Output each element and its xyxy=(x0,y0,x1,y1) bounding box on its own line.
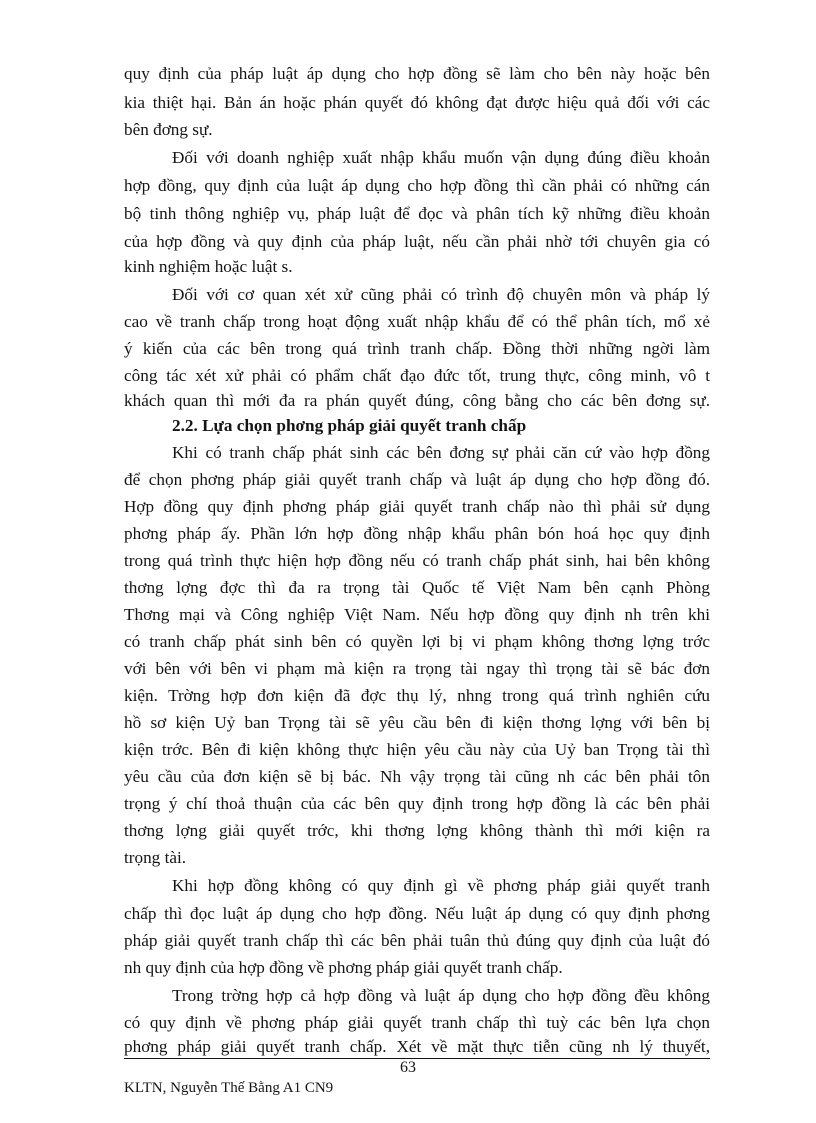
text-line: kinh nghiệm hoặc luật s. xyxy=(124,257,293,276)
text-line: nh quy định của hợp đồng về phơng pháp giải quyết tranh chấp. xyxy=(124,958,563,977)
text-line: cao về tranh chấp trong hoạt động xuất nhập khẩu để có thể phân tích, mổ xẻ xyxy=(124,312,710,331)
text-line: kiện trớc. Bên đi kiện không thực hiện yêu cầu này của Uỷ ban Trọng tài thì xyxy=(124,740,710,759)
text-line: phơng pháp giải quyết tranh chấp. Xét về mặt thực tiễn cũng nh lý thuyết, xyxy=(124,1034,710,1059)
footer-text: KLTN, Nguyễn Thế Bằng A1 CN9 xyxy=(124,1080,334,1096)
text-line: trọng tài. xyxy=(124,848,187,867)
text-line: trọng ý chí thoả thuận của các bên quy định trong hợp đồng là các bên phải xyxy=(124,794,710,813)
text-line: Trong trờng hợp cả hợp đồng và luật áp dụng cho hợp đồng đều không xyxy=(172,986,710,1005)
text-line: trong quá trình thực hiện hợp đồng nếu có tranh chấp phát sinh, hai bên không xyxy=(124,551,710,570)
text-line: có tranh chấp phát sinh bên có quyền lợi bị vi phạm không thơng lợng trớc xyxy=(124,632,710,651)
text-line: để chọn phơng pháp giải quyết tranh chấp và luật áp dụng cho hợp đồng đó. xyxy=(124,470,710,489)
page-number: 63 xyxy=(400,1059,416,1076)
text-line: Đối với doanh nghiệp xuất nhập khẩu muốn vận dụng đúng điều khoản xyxy=(172,148,710,167)
text-line: kiện. Trờng hợp đơn kiện đã đợc thụ lý, nhng trong quá trình nghiên cứu xyxy=(124,686,710,705)
text-line: khách quan thì mới đa ra phán quyết đúng, công bằng cho các bên đơng sự. xyxy=(124,391,710,410)
text-line: phơng pháp ấy. Phần lớn hợp đồng nhập khẩu phân bón hoá học quy định xyxy=(124,524,710,543)
text-line: Thơng mại và Công nghiệp Việt Nam. Nếu hợp đồng quy định nh trên khi xyxy=(124,605,710,624)
text-line: với bên với bên vi phạm mà kiện ra trọng tài ngay thì trọng tài sẽ bác đơn xyxy=(124,659,710,678)
text-line: kia thiệt hại. Bản án hoặc phán quyết đó không đạt được hiệu quả đối với các xyxy=(124,93,710,112)
text-line: chấp thì đọc luật áp dụng cho hợp đồng. Nếu luật áp dụng có quy định phơng xyxy=(124,904,710,923)
text-line: yêu cầu của đơn kiện sẽ bị bác. Nh vậy trọng tài cũng nh các bên phải tôn xyxy=(124,767,710,786)
text-line: công tác xét xử phải có phẩm chất đạo đức tốt, trung thực, công minh, vô t xyxy=(124,366,710,385)
text-line: hợp đồng, quy định của luật áp dụng cho hợp đồng thì cần phải có những cán xyxy=(124,176,710,195)
text-line: thơng lợng đợc thì đa ra trọng tài Quốc tế Việt Nam bên cạnh Phòng xyxy=(124,578,710,597)
text-line: của hợp đồng và quy định của pháp luật, nếu cần phải nhờ tới chuyên gia có xyxy=(124,232,710,251)
text-line: thơng lợng giải quyết trớc, khi thơng lợng không thành thì mới kiện ra xyxy=(124,821,710,840)
text-line: bộ tinh thông nghiệp vụ, pháp luật để đọc và phân tích kỹ những điều khoản xyxy=(124,204,710,223)
text-line: ý kiến của các bên trong quá trình tranh chấp. Đồng thời những ngời làm xyxy=(124,339,710,358)
text-line: bên đơng sự. xyxy=(124,120,213,139)
text-line: có quy định về phơng pháp giải quyết tranh chấp thì tuỳ các bên lựa chọn xyxy=(124,1013,710,1032)
text-line: Khi có tranh chấp phát sinh các bên đơng sự phải căn cứ vào hợp đồng xyxy=(172,443,710,462)
text-line: Đối với cơ quan xét xử cũng phải có trình độ chuyên môn và pháp lý xyxy=(172,285,710,304)
text-line: hồ sơ kiện Uỷ ban Trọng tài sẽ yêu cầu bên đi kiện thơng lợng với bên bị xyxy=(124,713,710,732)
text-line: quy định của pháp luật áp dụng cho hợp đồng sẽ làm cho bên này hoặc bên xyxy=(124,64,710,83)
text-line: pháp giải quyết tranh chấp thì các bên phải tuân thủ đúng quy định của luật đó xyxy=(124,931,710,950)
text-line: Khi hợp đồng không có quy định gì về phơng pháp giải quyết tranh xyxy=(172,876,710,895)
text-line: Hợp đồng quy định phơng pháp giải quyết tranh chấp nào thì phải sử dụng xyxy=(124,497,710,516)
section-heading: 2.2. Lựa chọn phơng pháp giải quyết tranh chấp xyxy=(172,416,527,435)
